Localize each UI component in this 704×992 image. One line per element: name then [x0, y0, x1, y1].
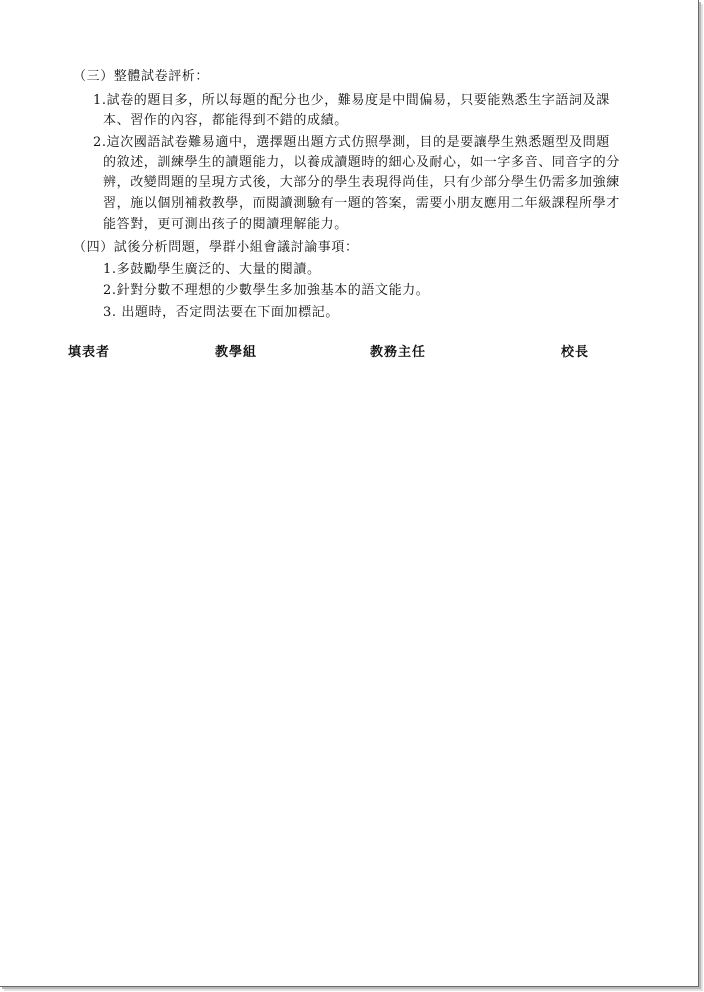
section-3-item-2-line-2: 的敘述，訓練學生的讀題能力，以養成讀題時的細心及耐心，如一字多音、同音字的分: [103, 155, 620, 170]
section-3-item-2-line-4: 習，施以個別補救教學，而閱讀測驗有一題的答案，需要小朋友應用二年級課程所學才: [103, 196, 620, 211]
signature-label-preparer: 填表者: [68, 345, 111, 360]
section-3-heading: （三）整體試卷評析：: [73, 69, 210, 84]
section-4-item-2: 2.針對分數不理想的少數學生多加強基本的語文能力。: [103, 283, 430, 298]
section-3-item-2-line-5: 能答對，更可測出孩子的閱讀理解能力。: [103, 217, 348, 232]
section-3-item-2-line-1: 2.這次國語試卷難易適中，選擇題出題方式仿照學測，目的是要讓學生熟悉題型及問題: [93, 135, 610, 150]
section-3-item-1-line-2: 本、習作的內容，都能得到不錯的成績。: [103, 113, 348, 128]
signature-label-teaching-section: 教學組: [215, 345, 258, 360]
section-3-item-2-line-3: 辨，改變問題的呈現方式後，大部分的學生表現得尚佳，只有少部分學生仍需多加強練: [103, 175, 620, 190]
signature-label-academic-director: 教務主任: [370, 345, 427, 360]
section-4-item-3: 3. 出題時，否定問法要在下面加標記。: [103, 305, 339, 320]
section-3-item-1-line-1: 1.試卷的題目多，所以每題的配分也少，難易度是中間偏易，只要能熟悉生字語詞及課: [93, 93, 610, 108]
section-4-item-1: 1.多鼓勵學生廣泛的、大量的閱讀。: [103, 262, 321, 277]
section-4-heading: （四）試後分析問題，學群小組會議討論事項：: [73, 240, 359, 255]
signature-label-principal: 校長: [561, 345, 590, 360]
